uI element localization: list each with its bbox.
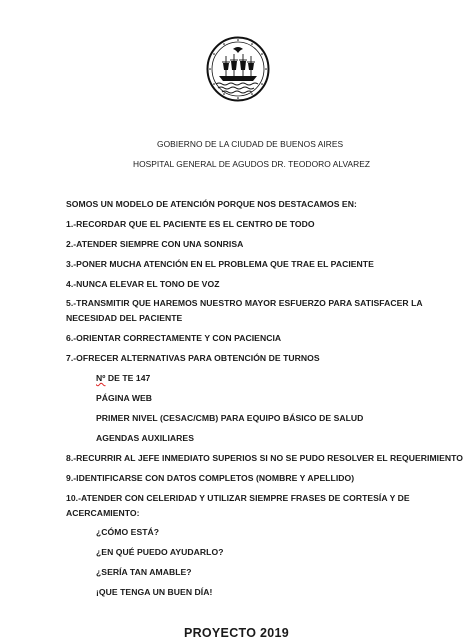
list-item: 1.-RECORDAR QUE EL PACIENTE ES EL CENTRO DE TODO <box>66 219 315 229</box>
list-item-continuation: NECESIDAD DEL PACIENTE <box>66 313 183 323</box>
courtesy-phrase: ¿CÓMO ESTÁ? <box>96 527 160 537</box>
turnos-phone <box>96 373 150 383</box>
phone-number-prefix: Nº <box>96 373 106 383</box>
list-item: 4.-NUNCA ELEVAR EL TONO DE VOZ <box>66 279 220 289</box>
list-item-continuation: ACERCAMIENTO: <box>66 508 140 518</box>
list-item: 9.-IDENTIFICARSE CON DATOS COMPLETOS (NOMBRE Y APELLIDO) <box>66 473 355 483</box>
project-footer: PROYECTO 2019 <box>183 626 290 640</box>
list-item: 5.-TRANSMITIR QUE HAREMOS NUESTRO MAYOR ESFUERZO PARA SATISFACER LA <box>66 298 423 308</box>
list-item: 3.-PONER MUCHA ATENCIÓN EN EL PROBLEMA QUE TRAE EL PACIENTE <box>66 259 374 269</box>
turnos-web: PÁGINA WEB <box>96 393 153 403</box>
turnos-agendas: AGENDAS AUXILIARES <box>96 433 194 443</box>
government-heading: GOBIERNO DE LA CIUDAD DE BUENOS AIRES <box>157 139 344 149</box>
courtesy-phrase: ¿EN QUÉ PUEDO AYUDARLO? <box>96 547 224 557</box>
list-item: 2.-ATENDER SIEMPRE CON UNA SONRISA <box>66 239 244 249</box>
turnos-primer-nivel: PRIMER NIVEL (CESAC/CMB) PARA EQUIPO BÁSICO DE SALUD <box>96 413 364 423</box>
list-item: 10.-ATENDER CON CELERIDAD Y UTILIZAR SIEMPRE FRASES DE CORTESÍA Y DE <box>66 493 410 503</box>
phone-number-text: DE TE 147 <box>105 373 151 383</box>
courtesy-phrase: ¿SERÍA TAN AMABLE? <box>96 567 192 577</box>
list-item: 8.-RECURRIR AL JEFE INMEDIATO SUPERIOS SI NO SE PUDO RESOLVER EL REQUERIMIENTO <box>66 453 464 463</box>
list-item: 7.-OFRECER ALTERNATIVAS PARA OBTENCIÓN DE TURNOS <box>66 353 320 363</box>
courtesy-phrase: ¡QUE TENGA UN BUEN DÍA! <box>96 587 213 597</box>
city-seal-ship-icon <box>206 36 270 102</box>
hospital-heading: HOSPITAL GENERAL DE AGUDOS DR. TEODORO ALVAREZ <box>133 159 371 169</box>
intro-text: SOMOS UN MODELO DE ATENCIÓN PORQUE NOS DESTACAMOS EN: <box>66 199 357 209</box>
list-item: 6.-ORIENTAR CORRECTAMENTE Y CON PACIENCIA <box>66 333 282 343</box>
